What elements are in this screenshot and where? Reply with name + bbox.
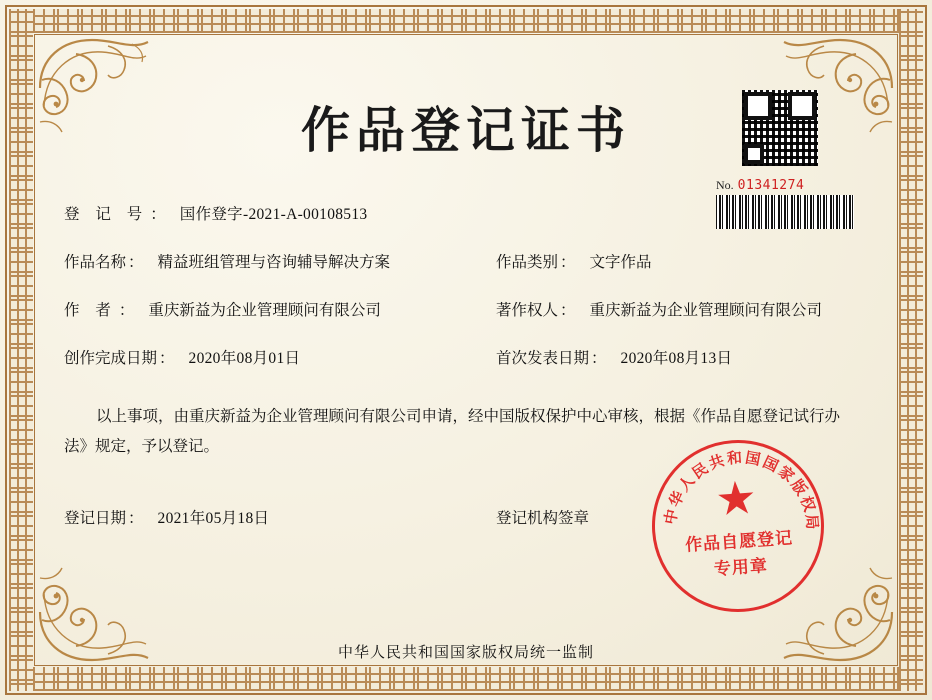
field-value: 文字作品 xyxy=(589,254,652,271)
field-value: 2020年08月13日 xyxy=(620,350,733,367)
field-label: 著作权人 xyxy=(496,302,559,319)
field-value: 精益班组管理与咨询辅导解决方案 xyxy=(157,254,391,271)
field-label: 登记机构签章 xyxy=(496,510,590,527)
registration-number-line xyxy=(716,178,856,193)
seal-line-1: 作品自愿登记 xyxy=(684,528,794,556)
field-colon: ： xyxy=(150,206,166,223)
field-colon: ： xyxy=(118,302,135,319)
number-value: 01341274 xyxy=(737,178,805,193)
barcode-icon xyxy=(716,195,854,229)
footer-text: 中华人民共和国国家版权局统一监制 xyxy=(337,645,594,661)
field-colon: ： xyxy=(560,302,576,319)
field-copyright-owner xyxy=(496,298,822,320)
border-pattern-top xyxy=(9,9,923,33)
field-colon: ： xyxy=(128,510,144,527)
field-label: 首次发表日期 xyxy=(496,350,590,367)
field-registration-id xyxy=(64,202,496,224)
field-label: 作品名称 xyxy=(64,254,127,271)
field-registration-date xyxy=(64,506,496,528)
field-label: 登记日期 xyxy=(64,510,127,527)
field-value: 重庆新益为企业管理顾问有限公司 xyxy=(148,302,381,319)
field-value: 2021年05月18日 xyxy=(157,510,270,527)
border-pattern-bottom xyxy=(9,667,923,691)
field-row-author xyxy=(64,298,868,320)
star-icon: ★ xyxy=(713,472,759,526)
field-label: 作品类别 xyxy=(496,254,559,271)
field-label: 创作完成日期 xyxy=(64,350,158,367)
code-block xyxy=(716,90,856,229)
field-colon: ： xyxy=(128,254,144,271)
field-work-category xyxy=(496,250,652,272)
field-value: 国作登字-2021-A-00108513 xyxy=(179,206,368,223)
qr-code-icon xyxy=(742,90,818,166)
seal-line-2: 专用章 xyxy=(713,556,769,580)
field-colon: ： xyxy=(159,350,175,367)
svg-text:中华人民共和国国家版权局: 中华人民共和国国家版权局 xyxy=(660,448,822,533)
page-title: 作品登记证书 xyxy=(300,101,631,159)
field-value: 2020年08月01日 xyxy=(188,350,301,367)
field-label: 作 者 xyxy=(64,302,117,319)
field-author xyxy=(64,298,496,320)
field-row-dates xyxy=(64,346,868,368)
border-pattern-left xyxy=(9,9,33,691)
field-value: 重庆新益为企业管理顾问有限公司 xyxy=(589,302,823,319)
field-first-publish-date xyxy=(496,346,732,368)
field-issuing-authority-seal xyxy=(496,506,589,528)
field-label: 登 记 号 xyxy=(64,206,149,223)
statement-paragraph: 以上事项，由重庆新益为企业管理顾问有限公司申请，经中国版权保护中心审核，根据《作品自愿登记试行办法》规定，予以登记。 xyxy=(64,408,841,455)
field-row-work-title xyxy=(64,250,868,272)
border-pattern-right xyxy=(899,9,923,691)
field-creation-date xyxy=(64,346,496,368)
field-colon: ： xyxy=(591,350,607,367)
official-seal xyxy=(646,434,830,618)
field-colon: ： xyxy=(560,254,576,271)
number-label: No. xyxy=(716,178,734,192)
field-work-title xyxy=(64,250,496,272)
